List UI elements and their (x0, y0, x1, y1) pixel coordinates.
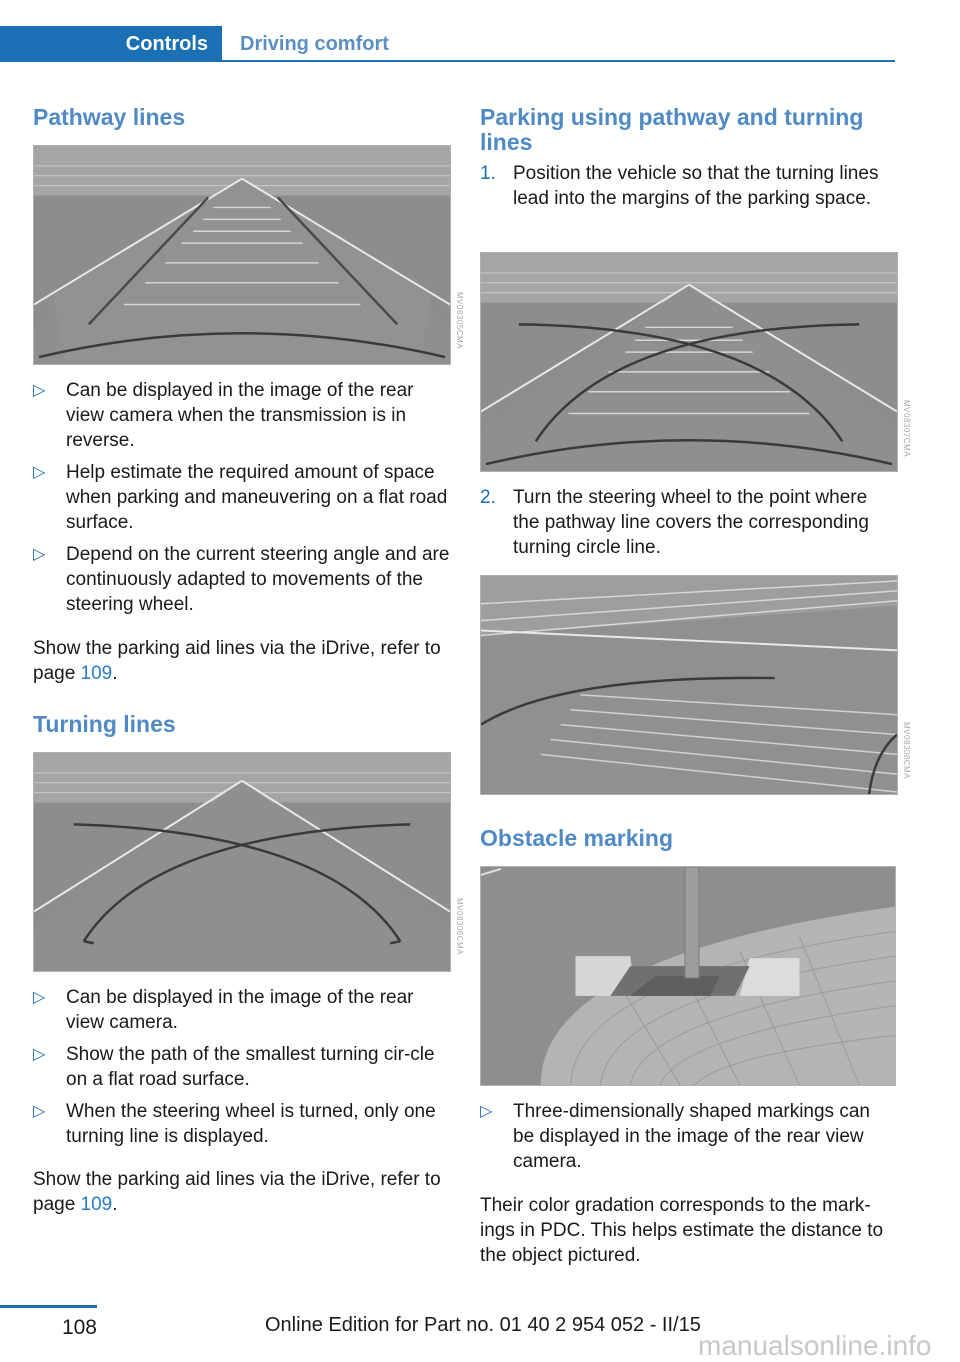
section-tab-driving-comfort[interactable]: Driving comfort (240, 33, 389, 55)
turning-bullet-list (33, 985, 451, 1156)
pathway-note: Show the parking aid lines via the iDrive, refer to page 109. (33, 638, 441, 684)
page-link-109[interactable]: 109 (80, 1194, 113, 1215)
pathway-lines-illustration (34, 146, 450, 364)
watermark: manualsonline.info (698, 1330, 932, 1361)
heading-parking-pathway-turning: Parking using pathway and turning lines (480, 104, 864, 155)
triangle-right-icon: ▷ (33, 546, 46, 563)
parking-step-1 (480, 161, 895, 218)
parking-step-2 (480, 485, 895, 567)
parking-step1-illustration (481, 253, 897, 471)
header-divider (0, 60, 895, 62)
turning-lines-illustration (34, 753, 450, 971)
figure-code-pathway: MV08305CMA (455, 292, 464, 350)
parking-step2-illustration (481, 576, 897, 794)
list-item: ▷ Three-dimensionally shaped markings can be displayed in the image of the rear view camera. (480, 1101, 870, 1172)
list-item: ▷ Depend on the current steering angle and are continuously adapted to movements of the steering wheel. (33, 544, 450, 615)
header-bar (0, 26, 895, 62)
page-number-bar (0, 1305, 97, 1308)
obstacle-bullet-list (480, 1099, 895, 1181)
edition-footer: Online Edition for Part no. 01 40 2 954 052 - II/15 (265, 1314, 701, 1336)
triangle-right-icon: ▷ (33, 382, 46, 399)
list-item: ▷ Can be displayed in the image of the rear view camera. (33, 987, 414, 1033)
list-item: ▷ Help estimate the required amount of space when parking and maneuvering on a flat road surface. (33, 462, 448, 533)
triangle-right-icon: ▷ (33, 1046, 46, 1063)
figure-obstacle-marking (480, 866, 896, 1086)
obstacle-marking-illustration (481, 867, 895, 1085)
list-item: ▷ Show the path of the smallest turning cir‐cle on a flat road surface. (33, 1044, 435, 1090)
figure-pathway-lines (33, 145, 451, 365)
list-item: ▷ When the steering wheel is turned, only one turning line is displayed. (33, 1101, 436, 1147)
figure-code-parking-2: MV08308CMA (902, 722, 911, 780)
figure-parking-step2 (480, 575, 898, 795)
page-number: 108 (61, 1316, 97, 1339)
figure-code-parking-1: MV08307CMA (902, 400, 911, 458)
obstacle-paragraph: Their color gradation corresponds to the mark‐ings in PDC. This helps estimate the distance to the object pictured. (480, 1195, 884, 1266)
triangle-right-icon: ▷ (33, 1103, 46, 1120)
triangle-right-icon: ▷ (480, 1103, 493, 1120)
triangle-right-icon: ▷ (33, 464, 46, 481)
heading-obstacle-marking: Obstacle marking (480, 825, 674, 851)
triangle-right-icon: ▷ (33, 989, 46, 1006)
figure-parking-step1 (480, 252, 898, 472)
figure-code-turning: MV08306CMA (455, 898, 464, 956)
list-item: ▷ Can be displayed in the image of the rear view camera when the transmission is in reverse. (33, 380, 414, 451)
page-link-109[interactable]: 109 (80, 663, 113, 684)
pathway-bullet-list (33, 378, 451, 624)
heading-turning-lines: Turning lines (33, 711, 176, 737)
heading-pathway-lines: Pathway lines (33, 104, 186, 130)
turning-note: Show the parking aid lines via the iDrive, refer to page 109. (33, 1169, 441, 1215)
list-item: 2. Turn the steering wheel to the point where the pathway line covers the corresponding turning circle line. (480, 487, 869, 558)
figure-turning-lines (33, 752, 451, 972)
list-item: 1. Position the vehicle so that the turning lines lead into the margins of the parking space. (480, 163, 879, 209)
section-tab-controls[interactable]: Controls (0, 26, 222, 62)
